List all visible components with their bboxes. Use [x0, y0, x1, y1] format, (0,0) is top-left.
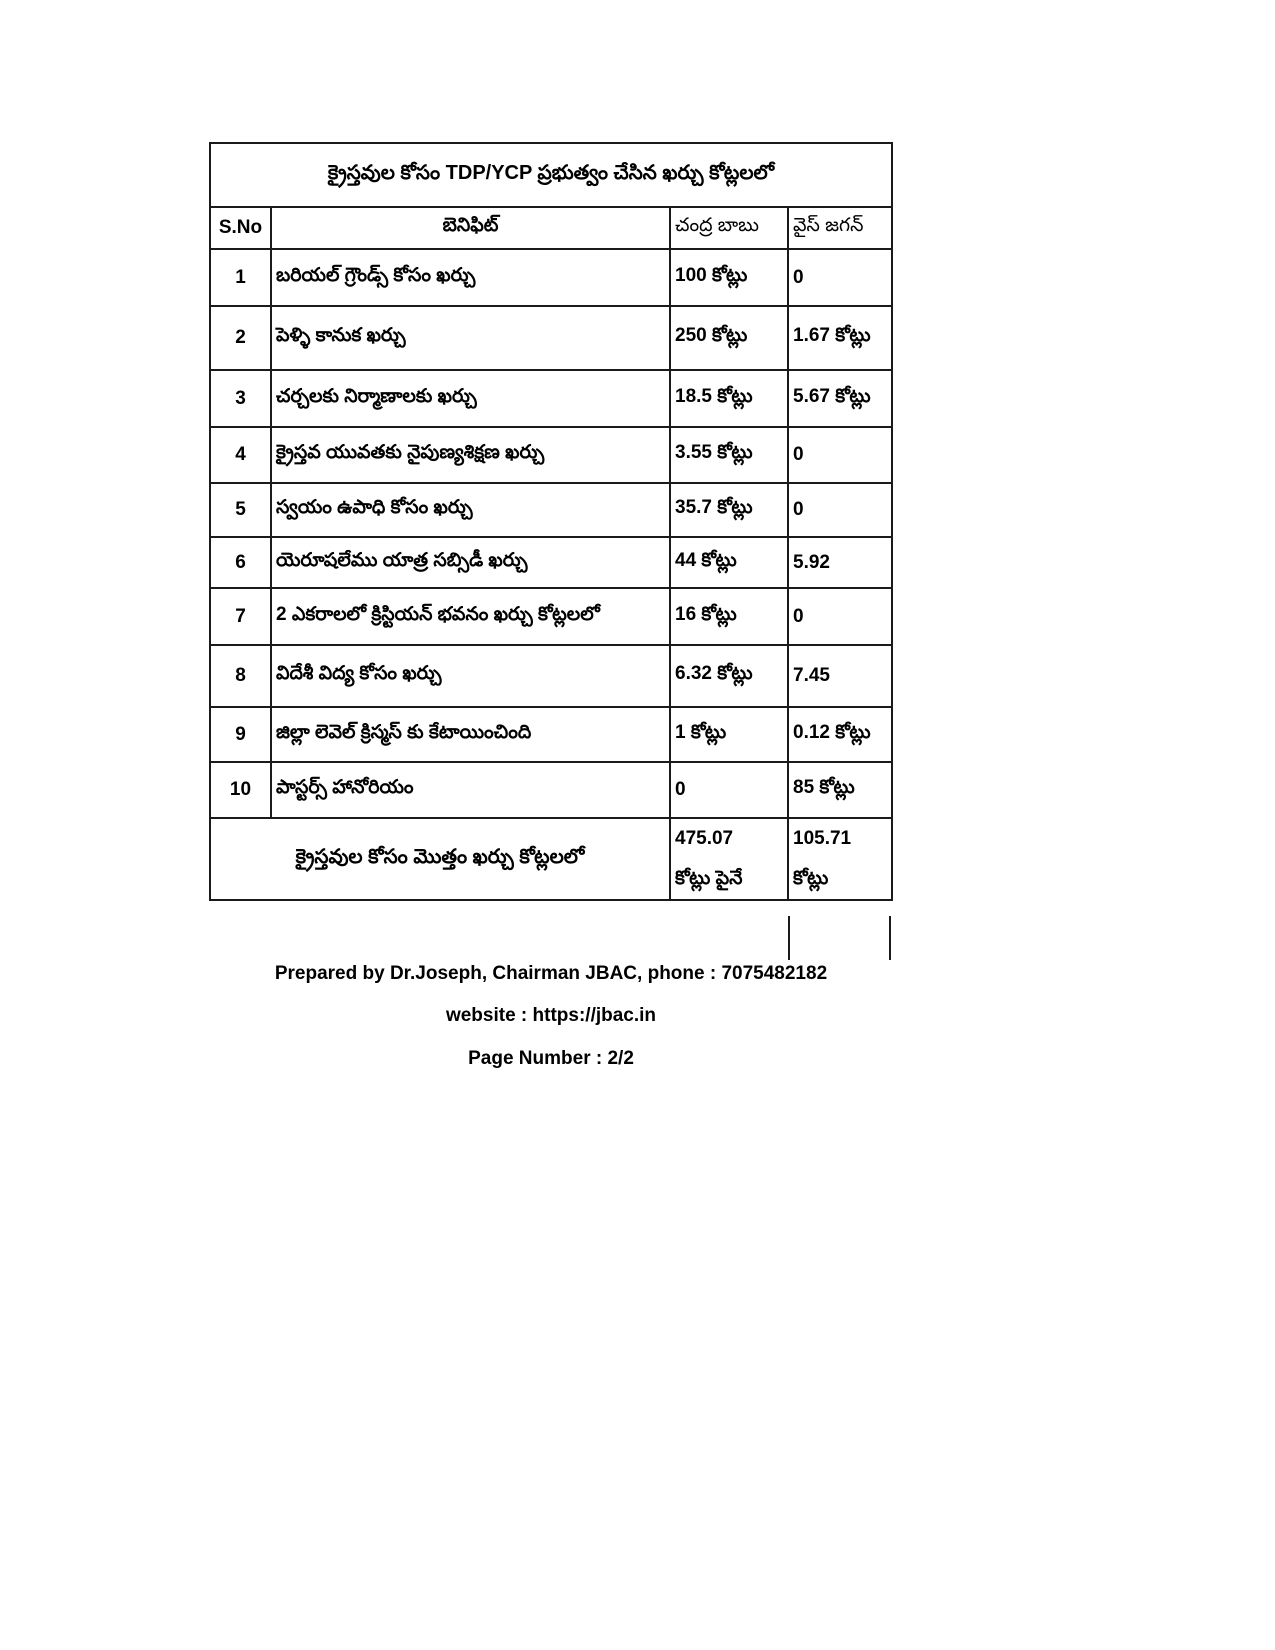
footer-prepared-by: Prepared by Dr.Joseph, Chairman JBAC, phone : 7075482182: [274, 963, 828, 984]
row-benefit: చర్చలకు నిర్మాణాలకు ఖర్చు: [271, 370, 670, 427]
row-benefit: 2 ఎకరాలలో క్రిస్టియన్ భవనం ఖర్చు కోట్లలలో: [271, 588, 670, 645]
total-chandrababu: [670, 818, 788, 900]
row-chandrababu-value: 16 కోట్లు: [670, 588, 788, 645]
row-sno: 8: [210, 645, 271, 707]
table-row: [210, 483, 892, 537]
row-sno: 1: [210, 249, 271, 306]
table-row: [210, 306, 892, 370]
row-ys-jagan-value: 1.67 కోట్లు: [788, 306, 892, 370]
header-benefit: బెనిఫిట్: [271, 207, 670, 249]
row-chandrababu-value: 250 కోట్లు: [670, 306, 788, 370]
row-ys-jagan-value: 0: [788, 427, 892, 483]
row-ys-jagan-value: 7.45: [788, 645, 892, 707]
table-row: [210, 537, 892, 588]
row-chandrababu-value: 1 కోట్లు: [670, 707, 788, 762]
table-title: క్రైస్తవుల కోసం TDP/YCP ప్రభుత్వం చేసిన ఖర్చు కోట్లలలో: [210, 143, 892, 207]
header-chandrababu: చంద్ర బాబు: [670, 207, 788, 249]
table-row: [210, 427, 892, 483]
row-benefit: క్రైస్తవ యువతకు నైపుణ్యశిక్షణ ఖర్చు: [271, 427, 670, 483]
row-benefit: బరియల్ గ్రౌండ్స్ కోసం ఖర్చు: [271, 249, 670, 306]
table-title-row: [210, 143, 892, 207]
row-chandrababu-value: 3.55 కోట్లు: [670, 427, 788, 483]
row-benefit: స్వయం ఉపాధి కోసం ఖర్చు: [271, 483, 670, 537]
row-chandrababu-value: 0: [670, 762, 788, 818]
table-row: [210, 645, 892, 707]
row-chandrababu-value: 6.32 కోట్లు: [670, 645, 788, 707]
total-ys-jagan-amount: 105.71: [793, 828, 852, 849]
row-sno: 2: [210, 306, 271, 370]
table-row: [210, 249, 892, 306]
total-chandrababu-amount: 475.07: [675, 828, 734, 849]
row-ys-jagan-value: 0: [788, 249, 892, 306]
table-total-row: [210, 818, 892, 900]
row-sno: 3: [210, 370, 271, 427]
row-sno: 6: [210, 537, 271, 588]
row-sno: 5: [210, 483, 271, 537]
footer-page-number: Page Number : 2/2: [468, 1048, 634, 1069]
header-sno: S.No: [210, 207, 271, 249]
row-ys-jagan-value: 5.92: [788, 537, 892, 588]
table-header-row: [210, 207, 892, 249]
footer-website: website : https://jbac.in: [445, 1005, 657, 1026]
total-label: క్రైస్తవుల కోసం మొత్తం ఖర్చు కోట్లలలో: [210, 818, 670, 900]
expenditure-table: [209, 142, 893, 901]
table-tail-line-right: [889, 916, 891, 960]
table-row: [210, 370, 892, 427]
row-ys-jagan-value: 0: [788, 483, 892, 537]
header-ys-jagan: వైస్ జగన్: [788, 207, 892, 249]
row-ys-jagan-value: 0: [788, 588, 892, 645]
row-sno: 4: [210, 427, 271, 483]
total-chandrababu-unit: కోట్లు పైనే: [675, 868, 743, 889]
row-benefit: జిల్లా లెవెల్ క్రిస్మస్ కు కేటాయించింది: [271, 707, 670, 762]
row-chandrababu-value: 18.5 కోట్లు: [670, 370, 788, 427]
total-ys-jagan-unit: కోట్లు: [793, 868, 829, 889]
row-ys-jagan-value: 85 కోట్లు: [788, 762, 892, 818]
row-chandrababu-value: 100 కోట్లు: [670, 249, 788, 306]
total-ys-jagan: [788, 818, 892, 900]
row-benefit: పెళ్ళి కానుక ఖర్చు: [271, 306, 670, 370]
row-benefit: పాస్టర్స్ హానోరియం: [271, 762, 670, 818]
row-sno: 7: [210, 588, 271, 645]
table-row: [210, 762, 892, 818]
row-sno: 9: [210, 707, 271, 762]
row-benefit: యెరూషలేము యాత్ర సబ్సిడీ ఖర్చు: [271, 537, 670, 588]
row-ys-jagan-value: 0.12 కోట్లు: [788, 707, 892, 762]
row-ys-jagan-value: 5.67 కోట్లు: [788, 370, 892, 427]
table-row: [210, 588, 892, 645]
row-chandrababu-value: 44 కోట్లు: [670, 537, 788, 588]
table-tail-line-left: [788, 916, 790, 960]
row-chandrababu-value: 35.7 కోట్లు: [670, 483, 788, 537]
row-sno: 10: [210, 762, 271, 818]
row-benefit: విదేశీ విద్య కోసం ఖర్చు: [271, 645, 670, 707]
table-row: [210, 707, 892, 762]
